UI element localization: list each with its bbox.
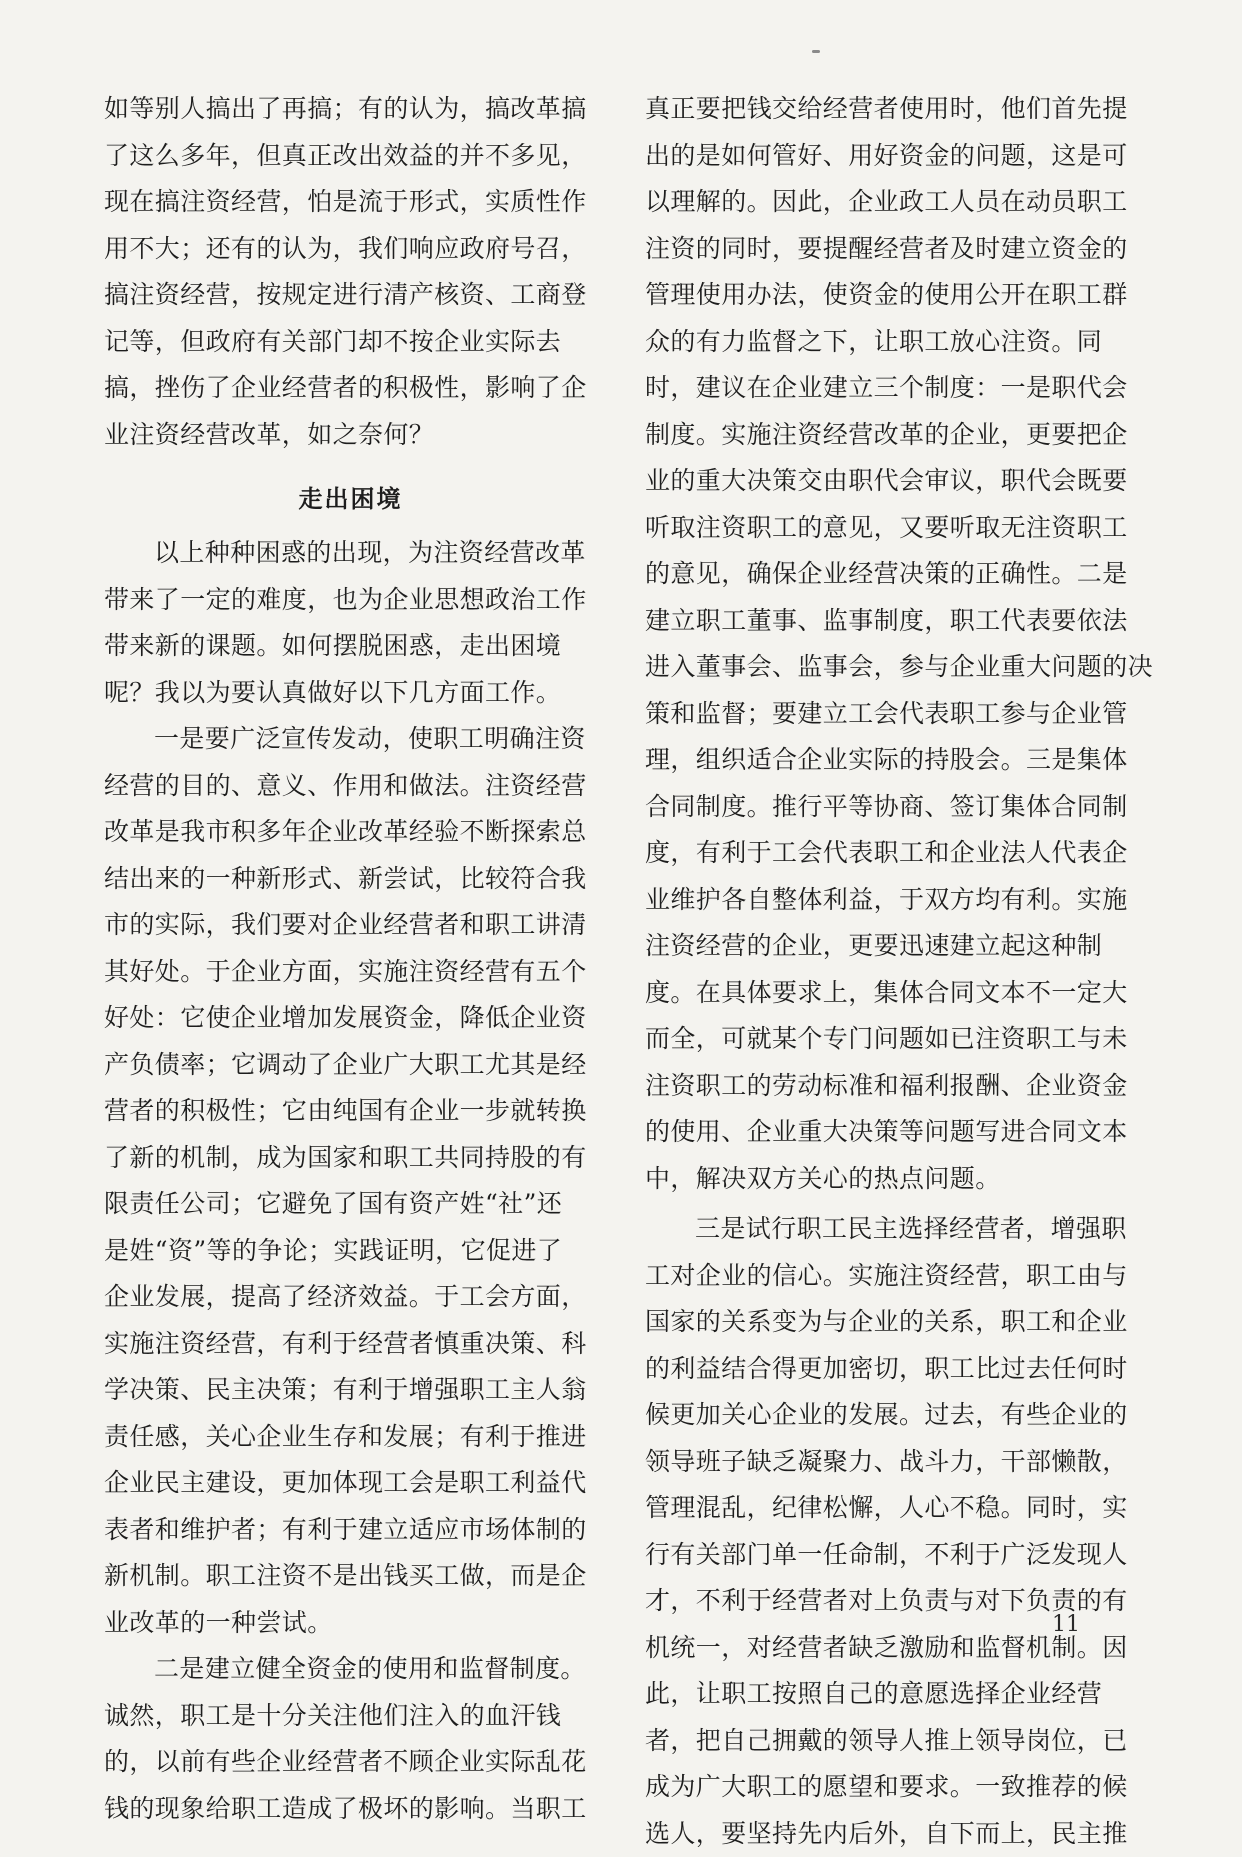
text-line: 营者的积极性；它由纯国有企业一步就转换 — [104, 1088, 597, 1135]
text-line: 理，组织适合企业实际的持股会。三是集体 — [645, 737, 1141, 784]
text-line: 建立职工董事、监事制度，职工代表要依法 — [645, 598, 1141, 645]
text-line: 管理混乱，纪律松懈，人心不稳。同时，实 — [645, 1485, 1141, 1532]
text-line: 工对企业的信心。实施注资经营，职工由与 — [645, 1253, 1141, 1300]
text-line: 改革是我市积多年企业改革经验不断探索总 — [104, 809, 597, 856]
text-line: 策和监督；要建立工会代表职工参与企业管 — [645, 691, 1141, 738]
paragraph-3 — [104, 1646, 597, 1832]
text-line: 中，解决双方关心的热点问题。 — [645, 1156, 1141, 1203]
text-line: 众的有力监督之下，让职工放心注资。同 — [645, 319, 1141, 366]
text-line: 业的重大决策交由职代会审议，职代会既要 — [645, 458, 1141, 505]
text-line: 成为广大职工的愿望和要求。一致推荐的候 — [645, 1764, 1141, 1811]
text-line: 其好处。于企业方面，实施注资经营有五个 — [104, 949, 597, 996]
text-line: 记等，但政府有关部门却不按企业实际去 — [104, 319, 597, 366]
text-line: 听取注资职工的意见，又要听取无注资职工 — [645, 505, 1141, 552]
text-line: 搞，挫伤了企业经营者的积极性，影响了企 — [104, 365, 597, 412]
text-line: 企业发展，提高了经济效益。于工会方面， — [104, 1274, 597, 1321]
text-line: 实施注资经营，有利于经营者慎重决策、科 — [104, 1321, 597, 1368]
text-line: 进入董事会、监事会，参与企业重大问题的决 — [645, 644, 1141, 691]
text-line: 产负债率；它调动了企业广大职工尤其是经 — [104, 1042, 597, 1089]
text-line: 而全，可就某个专门问题如已注资职工与未 — [645, 1016, 1141, 1063]
text-line: 三是试行职工民主选择经营者，增强职 — [645, 1206, 1141, 1253]
text-line: 出的是如何管好、用好资金的问题，这是可 — [645, 133, 1141, 180]
text-line: 企业民主建设，更加体现工会是职工利益代 — [104, 1460, 597, 1507]
paragraph-4 — [645, 86, 1141, 1202]
text-line: 以上种种困惑的出现，为注资经营改革 — [104, 530, 597, 577]
section-heading: 走出困境 — [104, 458, 597, 530]
text-line: 制度。实施注资经营改革的企业，更要把企 — [645, 412, 1141, 459]
text-line: 真正要把钱交给经营者使用时，他们首先提 — [645, 86, 1141, 133]
text-line: 机统一，对经营者缺乏激励和监督机制。因 — [645, 1625, 1141, 1672]
text-line: 合同制度。推行平等协商、签订集体合同制 — [645, 784, 1141, 831]
text-line: 钱的现象给职工造成了极坏的影响。当职工 — [104, 1786, 597, 1833]
text-line: 新机制。职工注资不是出钱买工做，而是企 — [104, 1553, 597, 1600]
text-line: 诚然，职工是十分关注他们注入的血汗钱 — [104, 1693, 597, 1740]
text-line: 业注资经营改革，如之奈何？ — [104, 412, 597, 459]
right-column — [645, 86, 1141, 1857]
page-number: 11 — [1052, 1612, 1080, 1637]
text-line: 限责任公司；它避免了国有资产姓“社”还 — [104, 1181, 597, 1228]
text-line: 二是建立健全资金的使用和监督制度。 — [104, 1646, 597, 1693]
text-line: 一是要广泛宣传发动，使职工明确注资 — [104, 716, 597, 763]
text-line: 的，以前有些企业经营者不顾企业实际乱花 — [104, 1739, 597, 1786]
text-line: 候更加关心企业的发展。过去，有些企业的 — [645, 1392, 1141, 1439]
text-line: 带来了一定的难度，也为企业思想政治工作 — [104, 577, 597, 624]
text-line: 经营的目的、意义、作用和做法。注资经营 — [104, 763, 597, 810]
text-line: 领导班子缺乏凝聚力、战斗力，干部懒散， — [645, 1439, 1141, 1486]
text-line: 时，建议在企业建立三个制度：一是职代会 — [645, 365, 1141, 412]
paragraph-2 — [104, 716, 597, 1646]
text-line: 用不大；还有的认为，我们响应政府号召， — [104, 226, 597, 273]
text-line: 注资职工的劳动标准和福利报酬、企业资金 — [645, 1063, 1141, 1110]
text-line: 才，不利于经营者对上负责与对下负责的有 — [645, 1578, 1141, 1625]
text-line: 现在搞注资经营，怕是流于形式，实质性作 — [104, 179, 597, 226]
text-line: 了这么多年，但真正改出效益的并不多见， — [104, 133, 597, 180]
text-line: 行有关部门单一任命制，不利于广泛发现人 — [645, 1532, 1141, 1579]
text-line: 好处：它使企业增加发展资金，降低企业资 — [104, 995, 597, 1042]
text-line: 业改革的一种尝试。 — [104, 1600, 597, 1647]
text-line: 是姓“资”等的争论；实践证明，它促进了 — [104, 1228, 597, 1275]
text-line: 带来新的课题。如何摆脱困惑，走出困境 — [104, 623, 597, 670]
text-line: 了新的机制，成为国家和职工共同持股的有 — [104, 1135, 597, 1182]
text-line: 者，把自己拥戴的领导人推上领导岗位，已 — [645, 1718, 1141, 1765]
text-line: 以理解的。因此，企业政工人员在动员职工 — [645, 179, 1141, 226]
text-line: 国家的关系变为与企业的关系，职工和企业 — [645, 1299, 1141, 1346]
text-line: 度，有利于工会代表职工和企业法人代表企 — [645, 830, 1141, 877]
text-line: 度。在具体要求上，集体合同文本不一定大 — [645, 970, 1141, 1017]
text-line: 此，让职工按照自己的意愿选择企业经营 — [645, 1671, 1141, 1718]
text-line: 管理使用办法，使资金的使用公开在职工群 — [645, 272, 1141, 319]
text-line: 注资的同时，要提醒经营者及时建立资金的 — [645, 226, 1141, 273]
text-line: 选人，要坚持先内后外，自下而上，民主推 — [645, 1811, 1141, 1857]
text-line: 呢？我以为要认真做好以下几方面工作。 — [104, 670, 597, 717]
scan-mark — [812, 50, 820, 53]
text-line: 的意见，确保企业经营决策的正确性。二是 — [645, 551, 1141, 598]
text-line: 的使用、企业重大决策等问题写进合同文本 — [645, 1109, 1141, 1156]
text-line: 注资经营的企业，更要迅速建立起这种制 — [645, 923, 1141, 970]
text-line: 表者和维护者；有利于建立适应市场体制的 — [104, 1507, 597, 1554]
intro-paragraph — [104, 86, 597, 458]
text-line: 责任感，关心企业生存和发展；有利于推进 — [104, 1414, 597, 1461]
text-line: 如等别人搞出了再搞；有的认为，搞改革搞 — [104, 86, 597, 133]
text-line: 结出来的一种新形式、新尝试，比较符合我 — [104, 856, 597, 903]
paragraph-1 — [104, 530, 597, 716]
left-column — [104, 86, 597, 1832]
text-line: 市的实际，我们要对企业经营者和职工讲清 — [104, 902, 597, 949]
text-line: 的利益结合得更加密切，职工比过去任何时 — [645, 1346, 1141, 1393]
paragraph-5 — [645, 1206, 1141, 1857]
text-line: 搞注资经营，按规定进行清产核资、工商登 — [104, 272, 597, 319]
text-line: 学决策、民主决策；有利于增强职工主人翁 — [104, 1367, 597, 1414]
text-line: 业维护各自整体利益，于双方均有利。实施 — [645, 877, 1141, 924]
